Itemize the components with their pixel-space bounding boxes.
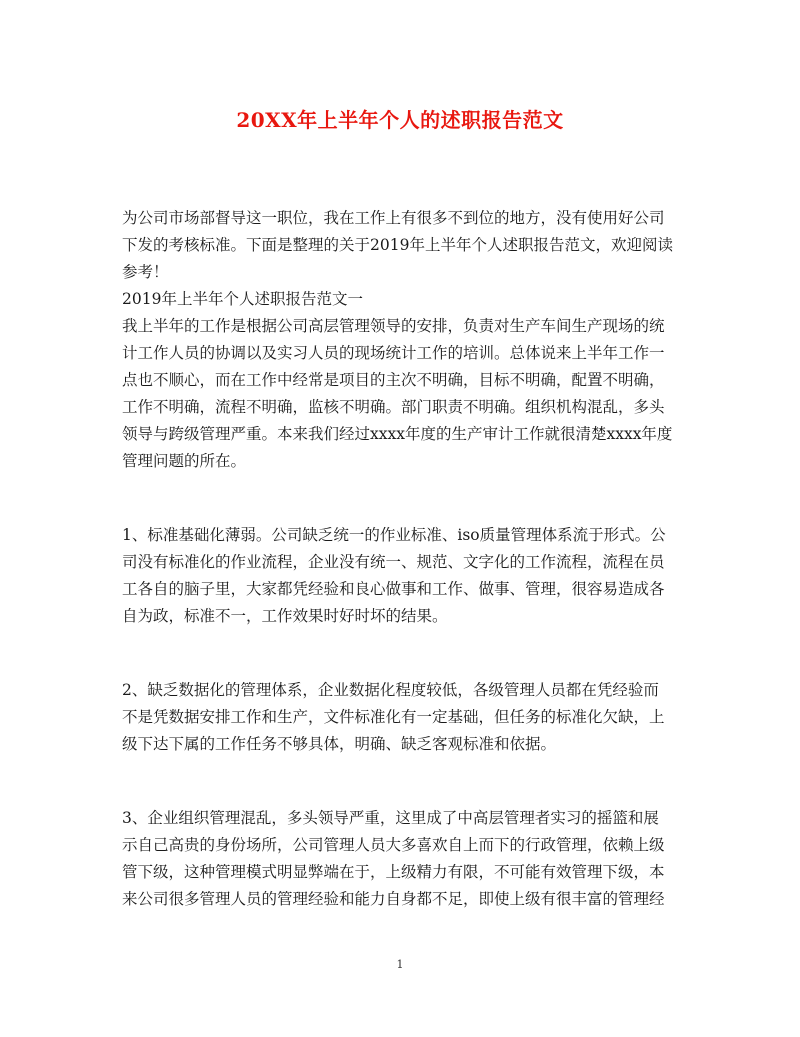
- text-line: 工各自的脑子里，大家都凭经验和良心做事和工作、做事、管理，很容易造成各: [122, 580, 665, 598]
- text-line: 示自己高贵的身份场所，公司管理人员大多喜欢自上而下的行政管理，依赖上级: [122, 836, 665, 854]
- text-line: 下发的考核标准。下面是整理的关于2019年上半年个人述职报告范文，欢迎阅读: [122, 236, 673, 254]
- text-line: 不是凭数据安排工作和生产，文件标准化有一定基础，但任务的标准化欠缺，上: [122, 708, 665, 726]
- text-line: 工作不明确，流程不明确，监核不明确。部门职责不明确。组织机构混乱，多头: [122, 398, 665, 416]
- text-line: 计工作人员的协调以及实习人员的现场统计工作的培训。总体说来上半年工作一: [122, 344, 665, 362]
- text-line: 管理问题的所在。: [122, 452, 247, 470]
- document-title: 20XX年上半年个人的述职报告范文: [236, 108, 564, 132]
- text-line: 管下级，这种管理模式明显弊端在于，上级精力有限，不可能有效管理下级，本: [122, 863, 665, 881]
- text-line: 点也不顺心，而在工作中经常是项目的主次不明确，目标不明确，配置不明确，: [122, 371, 665, 389]
- text-line: 级下达下属的工作任务不够具体，明确、缺乏客观标准和依据。: [122, 735, 557, 753]
- text-line: 来公司很多管理人员的管理经验和能力自身都不足，即使上级有很丰富的管理经: [122, 890, 665, 908]
- text-line: 3、企业组织管理混乱，多头领导严重，这里成了中高层管理者实习的摇篮和展: [122, 809, 659, 827]
- page-number: 1: [396, 958, 404, 971]
- text-line: 参考！: [122, 263, 169, 281]
- text-line: 自为政，标准不一，工作效果时好时坏的结果。: [122, 607, 448, 625]
- text-line: 1、标准基础化薄弱。公司缺乏统一的作业标准、iso质量管理体系流于形式。公: [122, 526, 666, 544]
- text-line: 为公司市场部督导这一职位，我在工作上有很多不到位的地方，没有使用好公司: [122, 209, 665, 227]
- text-line: 我上半年的工作是根据公司高层管理领导的安排，负责对生产车间生产现场的统: [122, 317, 665, 335]
- text-line: 司没有标准化的作业流程，企业没有统一、规范、文字化的工作流程，流程在员: [122, 553, 665, 571]
- text-line: 2、缺乏数据化的管理体系，企业数据化程度较低，各级管理人员都在凭经验而: [122, 681, 659, 699]
- text-line: 领导与跨级管理严重。本来我们经过xxxx年度的生产审计工作就很清楚xxxx年度: [122, 425, 673, 443]
- text-line: 2019年上半年个人述职报告范文一: [122, 290, 363, 308]
